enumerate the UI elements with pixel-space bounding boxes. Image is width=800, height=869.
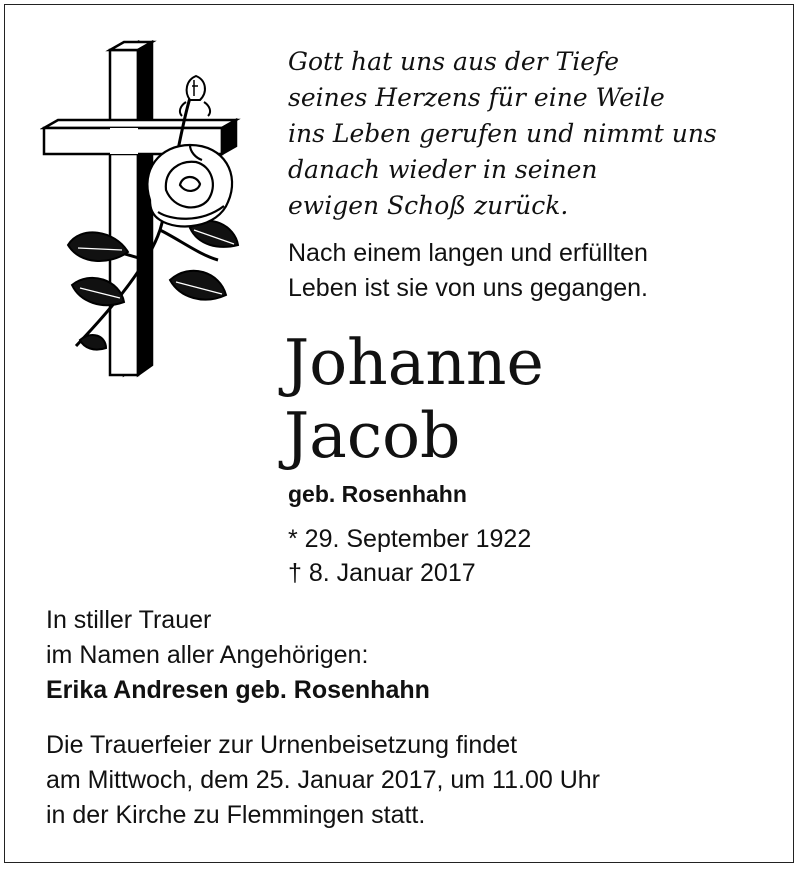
quote-line: Gott hat uns aus der Tiefe [288,47,620,76]
rose-bud [180,76,210,116]
service-line: Die Trauerfeier zur Urnenbeisetzung findet [46,731,518,759]
intro-line: Nach einem langen und erfüllten [288,239,648,267]
intro-text [288,236,768,306]
signoff-line: im Namen aller Angehörigen: [46,641,369,669]
quote-line: danach wieder in seinen [288,155,598,184]
death-date: † 8. Januar 2017 [288,559,476,587]
rose-bloom [147,145,232,226]
quote-line: seines Herzens für eine Weile [288,83,665,112]
signoff-line: In stiller Trauer [46,606,212,634]
deceased-last-name: Jacob [284,399,461,472]
service-line: in der Kirche zu Flemmingen statt. [46,801,426,829]
birth-date: * 29. September 1922 [288,525,532,553]
service-line: am Mittwoch, dem 25. Januar 2017, um 11.00 Uhr [46,766,600,794]
life-dates [288,522,531,590]
quote-line: ins Leben gerufen und nimmt uns [288,119,717,148]
quote-line: ewigen Schoß zurück. [288,191,569,220]
cross-with-rose-icon [40,40,250,390]
deceased-name [284,326,784,472]
intro-line: Leben ist sie von uns gegangen. [288,274,648,302]
memorial-quote [288,44,768,224]
deceased-first-name: Johanne [284,326,544,399]
mourners-signoff [46,603,746,708]
signer-name: Erika Andresen geb. Rosenhahn [46,676,430,704]
funeral-service-info [46,728,766,833]
maiden-name: geb. Rosenhahn [288,481,467,507]
